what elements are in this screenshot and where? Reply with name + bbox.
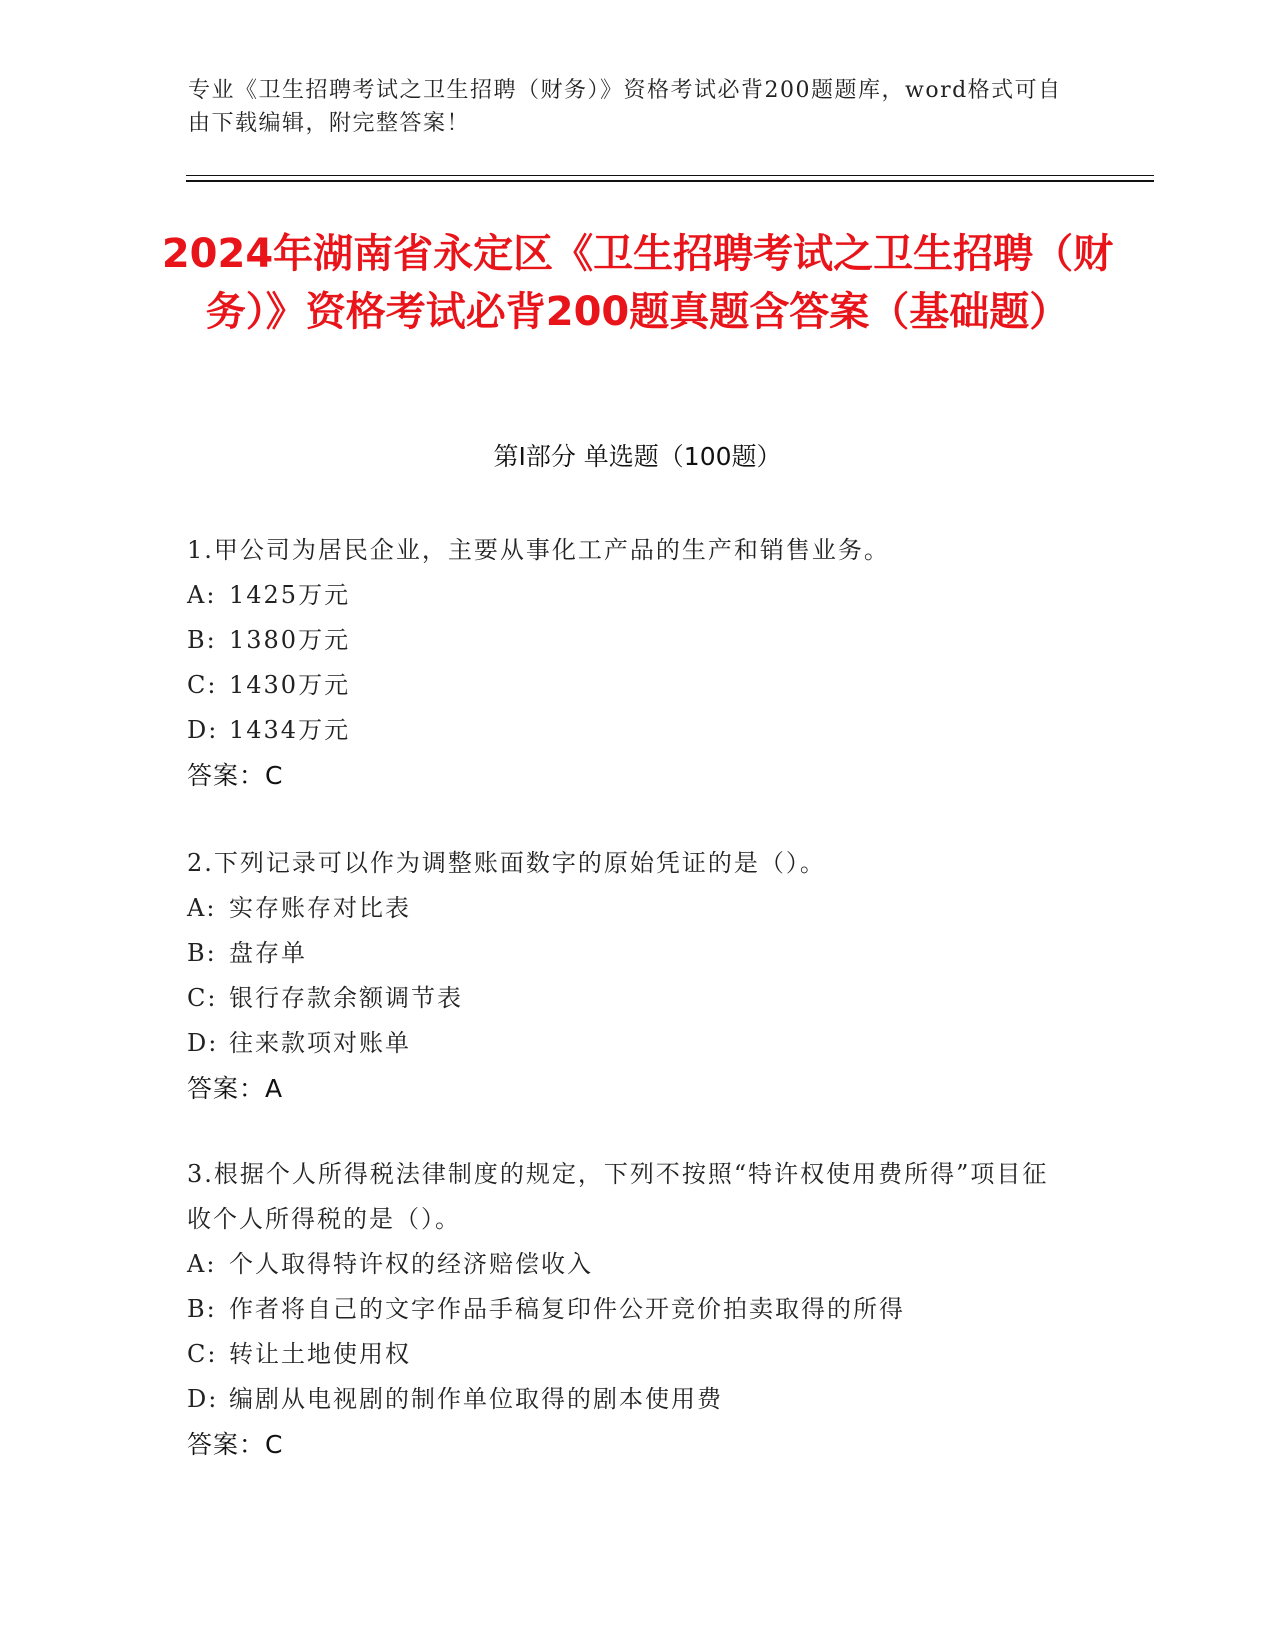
header-rule-thin (186, 175, 1154, 176)
option-text: 作者将自己的文字作品手稿复印件公开竞价拍卖取得的所得 (229, 1295, 905, 1323)
document-title: 2024年湖南省永定区《卫生招聘考试之卫生招聘（财务）》资格考试必背200题真题含答案（基础题） (161, 231, 1114, 335)
option-text: 1434万元 (229, 716, 351, 744)
question-stem: 1.甲公司为居民企业，主要从事化工产品的生产和销售业务。 (187, 536, 890, 564)
option-key: D: (187, 1385, 219, 1413)
answer: 答案：A (187, 1074, 284, 1103)
option-a (187, 1242, 1087, 1287)
option-text: 1380万元 (229, 626, 351, 654)
section-heading: 第I部分 单选题（100题） (493, 442, 782, 471)
option-text: 实存账存对比表 (229, 894, 411, 922)
option-d (187, 708, 1087, 753)
option-key: B: (187, 1295, 217, 1323)
option-text: 盘存单 (229, 939, 307, 967)
option-text: 1425万元 (229, 581, 351, 609)
option-key: A: (187, 581, 217, 609)
option-key: A: (187, 894, 217, 922)
option-text: 个人取得特许权的经济赔偿收入 (229, 1250, 593, 1278)
option-key: B: (187, 939, 217, 967)
question-2 (187, 841, 1087, 1112)
option-a (187, 886, 1087, 931)
question-stem: 2.下列记录可以作为调整账面数字的原始凭证的是（）。 (187, 849, 826, 877)
option-key: C: (187, 1340, 218, 1368)
option-text: 1430万元 (229, 671, 351, 699)
option-d (187, 1021, 1087, 1066)
option-c (187, 976, 1087, 1021)
option-text: 往来款项对账单 (229, 1029, 411, 1057)
option-key: D: (187, 1029, 219, 1057)
option-text: 编剧从电视剧的制作单位取得的剧本使用费 (229, 1385, 723, 1413)
header-rule-thick (186, 180, 1154, 182)
question-3 (187, 1152, 1087, 1468)
option-text: 转让土地使用权 (229, 1340, 411, 1368)
option-text: 银行存款余额调节表 (229, 984, 463, 1012)
option-b (187, 618, 1087, 663)
option-key: D: (187, 716, 219, 744)
question-stem: 3.根据个人所得税法律制度的规定，下列不按照“特许权使用费所得”项目征收个人所得税的是（）。 (187, 1160, 1049, 1233)
answer: 答案：C (187, 761, 284, 790)
option-key: B: (187, 626, 217, 654)
answer: 答案：C (187, 1430, 284, 1459)
option-c (187, 663, 1087, 708)
option-d (187, 1377, 1087, 1422)
question-list (187, 528, 1087, 1510)
question-1 (187, 528, 1087, 799)
header-note: 专业《卫生招聘考试之卫生招聘（财务）》资格考试必背200题题库，word格式可自由下载编辑，附完整答案！ (188, 78, 1062, 136)
option-key: C: (187, 671, 218, 699)
option-a (187, 573, 1087, 618)
option-key: A: (187, 1250, 217, 1278)
option-c (187, 1332, 1087, 1377)
option-b (187, 931, 1087, 976)
option-b (187, 1287, 1087, 1332)
option-key: C: (187, 984, 218, 1012)
